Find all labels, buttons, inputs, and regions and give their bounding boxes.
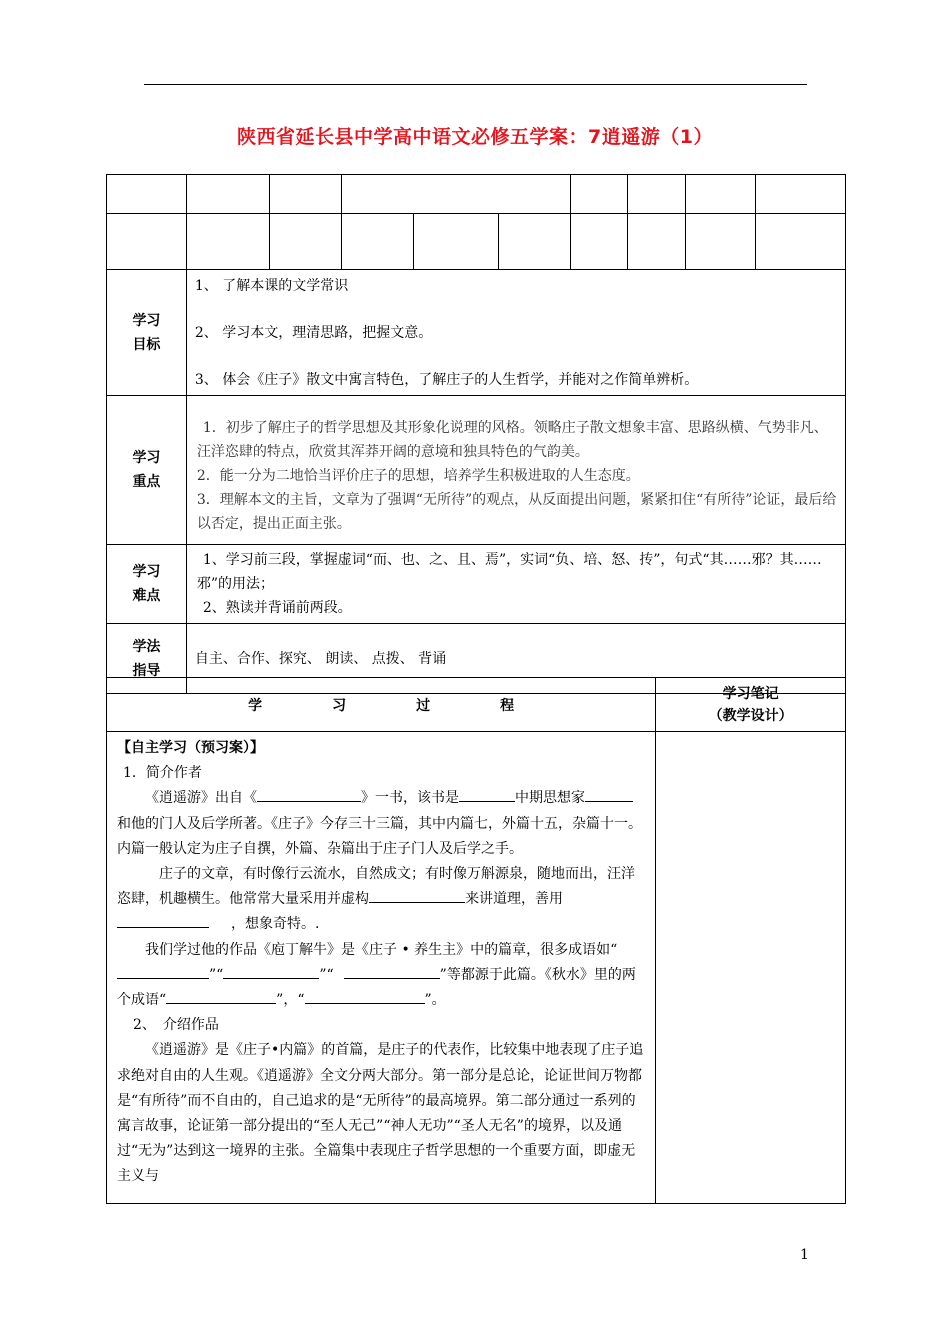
- fill-blank[interactable]: [305, 988, 425, 1004]
- notes-column[interactable]: [656, 732, 846, 1204]
- paragraph-author-1: 《逍遥游》出自《 》一书，该书是 中期思想家和他的门人及后学所著。《庄子》今存三十三篇，其中内篇七，外篇十五，杂篇十一。内篇一般认定为庄子自撰，外篇、杂篇出于庄子门人及后学之手。: [117, 786, 647, 862]
- focus-item: 2．能一分为二地恰当评价庄子的思想，培养学生积极进取的人生态度。: [196, 468, 640, 484]
- process-heading: 学 习 过 程: [107, 678, 656, 732]
- blank-header-row-1: [107, 175, 846, 214]
- difficulty-label: 学习 难点: [107, 545, 187, 624]
- paragraph-works: 我们学过他的作品《庖丁解牛》是《庄子 • 养生主》中的篇章，很多成语如“”“ ”“ ”等都源于此篇。《秋水》里的两个成语“ ”，“ ”。: [117, 941, 636, 1009]
- paragraph-author-2: 庄子的文章，有时像行云流水，自然成文；有时像万斛源泉，随地而出，汪洋恣肆，机趣横生。他常常大量采用并虚构 来讲道理，善用，想象奇特。.: [117, 866, 635, 933]
- process-table: [106, 677, 846, 1204]
- blank-header-row-2: [107, 214, 846, 270]
- lesson-info-table: [106, 174, 846, 694]
- focus-label: 学习 重点: [107, 396, 187, 545]
- fill-blank[interactable]: [223, 963, 319, 979]
- section-title: 【自主学习（预习案）】: [117, 740, 264, 756]
- difficulty-item: 1、学习前三段，掌握虚词“而、也、之、且、焉”，实词“负、培、怒、抟”，句式“其……邪？其……邪”的用法；: [196, 552, 822, 592]
- fill-blank[interactable]: [166, 988, 276, 1004]
- process-header-row: [107, 678, 846, 732]
- header-rule: [144, 84, 807, 85]
- notes-heading: 学习笔记 （教学设计）: [656, 678, 846, 732]
- goals-row: [107, 270, 846, 396]
- focus-item: 3．理解本文的主旨，文章为了强调“无所待”的观点，从反面提出问题，紧紧扣住“有所待”论证，最后给以否定，提出正面主张。: [196, 492, 837, 532]
- fill-blank[interactable]: [344, 963, 440, 979]
- method-label: 学法 指导: [107, 624, 187, 694]
- focus-item: 1．初步了解庄子的哲学思想及其形象化说理的风格。领略庄子散文想象丰富、思路纵横、气势非凡、汪洋恣肆的特点，欣赏其浑莽开阔的意境和独具特色的气韵美。: [196, 420, 828, 460]
- fill-blank[interactable]: [117, 963, 209, 979]
- preview-content: [107, 732, 656, 1204]
- fill-blank[interactable]: [117, 912, 209, 928]
- focus-row: [107, 396, 846, 545]
- process-content-row: [107, 732, 846, 1204]
- method-text: 自主、合作、探究、 朗读、 点拨、 背诵: [194, 650, 447, 667]
- goal-item: 2、 学习本文，理清思路，把握文意。: [194, 325, 433, 341]
- fill-blank[interactable]: [459, 786, 515, 802]
- goal-item: 1、 了解本课的文学常识: [194, 278, 349, 294]
- goal-item: 3、 体会《庄子》散文中寓言特色，了解庄子的人生哲学，并能对之作简单辨析。: [194, 372, 699, 388]
- fill-blank[interactable]: [369, 887, 465, 903]
- difficulty-row: [107, 545, 846, 624]
- page-title: 陕西省延长县中学高中语文必修五学案：7逍遥游（1）: [237, 126, 713, 148]
- page-number: 1: [800, 1247, 809, 1263]
- goals-label: 学习 目标: [107, 270, 187, 396]
- difficulty-item: 2、熟读并背诵前两段。: [202, 600, 352, 616]
- fill-blank[interactable]: [585, 786, 633, 802]
- subheading-author: 1．简介作者: [123, 765, 202, 782]
- fill-blank[interactable]: [257, 786, 361, 802]
- paragraph-intro: 《逍遥游》是《庄子•内篇》的首篇，是庄子的代表作，比较集中地表现了庄子追求绝对自由的人生观。《逍遥游》全文分两大部分。第一部分是总论，论证世间万物都是“有所待”而不自由的，自己追求的是“无所待”的最高境界。第二部分通过一系列的寓言故事，论证第一部分提出的“至人无己”“神人无功”“圣人无名”的境界，以及通过“无为”达到这一境界的主张。全篇集中表现庄子哲学思想的一个重要方面，即虚无主义与: [117, 1042, 644, 1185]
- subheading-works: 2、 介绍作品: [133, 1017, 219, 1034]
